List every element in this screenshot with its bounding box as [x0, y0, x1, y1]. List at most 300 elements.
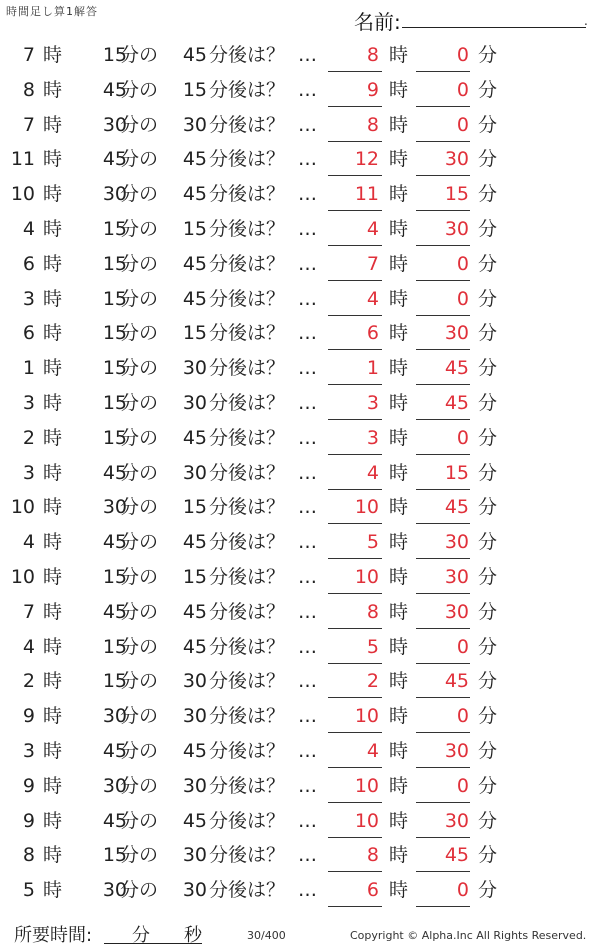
- answer-hour-label: 時: [389, 322, 409, 345]
- answer-hour: 9: [366, 78, 379, 101]
- hour-label: 時: [43, 357, 63, 380]
- answer-hour-label: 時: [389, 183, 409, 206]
- problem-row: [0, 736, 600, 771]
- answer-minute-line: [416, 767, 470, 768]
- start-hour: 2: [22, 670, 35, 693]
- start-minute: 15: [102, 566, 127, 588]
- answer-hour-label: 時: [389, 287, 409, 310]
- problem-row: [0, 40, 600, 75]
- added-minutes: 45: [182, 426, 207, 449]
- answer-hour: 12: [354, 148, 379, 171]
- after-label: 分後は？: [209, 392, 286, 414]
- answer-hour: 7: [366, 252, 379, 275]
- answer-hour: 10: [354, 705, 379, 728]
- added-minutes: 30: [182, 774, 207, 797]
- answer-minute-label: 分: [478, 252, 498, 275]
- answer-hour: 4: [366, 287, 379, 310]
- answer-hour: 8: [366, 44, 379, 66]
- added-minutes: 45: [182, 252, 207, 275]
- start-hour: 9: [22, 705, 35, 728]
- after-label: 分後は？: [209, 218, 286, 240]
- seconds-label: 秒: [184, 925, 202, 946]
- after-label: 分後は？: [209, 531, 286, 554]
- hour-label: 時: [43, 322, 63, 345]
- problem-row: [0, 144, 600, 179]
- answer-hour-label: 時: [389, 879, 409, 902]
- answer-hour: 10: [354, 566, 379, 588]
- answer-minute: 30: [444, 322, 469, 345]
- answer-minute-line: [416, 349, 470, 350]
- answer-hour-line: [328, 71, 382, 72]
- problem-row: [0, 527, 600, 562]
- answer-hour: 10: [354, 809, 379, 832]
- time-taken-label: 所要時間:: [14, 925, 93, 946]
- start-hour: 4: [22, 218, 35, 240]
- answer-hour-label: 時: [389, 635, 409, 658]
- start-hour: 4: [22, 531, 35, 554]
- hour-label: 時: [43, 183, 63, 206]
- answer-minute-label: 分: [478, 44, 498, 66]
- answer-hour-line: [328, 210, 382, 211]
- answer-hour: 4: [366, 218, 379, 240]
- start-minute: 45: [102, 809, 127, 832]
- answer-minute-line: [416, 489, 470, 490]
- hour-label: 時: [43, 566, 63, 588]
- answer-hour-label: 時: [389, 113, 409, 136]
- answer-minute-line: [416, 871, 470, 872]
- answer-hour-label: 時: [389, 461, 409, 484]
- added-minutes: 45: [182, 44, 207, 66]
- added-minutes: 15: [182, 322, 207, 345]
- ellipsis: …: [298, 322, 317, 345]
- answer-hour-line: [328, 384, 382, 385]
- answer-hour-line: [328, 141, 382, 142]
- answer-minute-label: 分: [478, 461, 498, 484]
- answer-hour: 4: [366, 740, 379, 762]
- answer-hour-line: [328, 175, 382, 176]
- start-minute: 30: [102, 113, 127, 136]
- answer-hour: 6: [366, 879, 379, 902]
- answer-minute-label: 分: [478, 78, 498, 101]
- answer-hour-label: 時: [389, 740, 409, 762]
- start-minute: 30: [102, 705, 127, 728]
- minute-of-label: 分の: [120, 252, 159, 275]
- answer-minute-label: 分: [478, 496, 498, 519]
- after-label: 分後は？: [209, 670, 286, 693]
- start-minute: 30: [102, 183, 127, 206]
- hour-label: 時: [43, 844, 63, 867]
- problem-row: [0, 840, 600, 875]
- answer-minute-label: 分: [478, 392, 498, 414]
- minute-of-label: 分の: [120, 566, 159, 588]
- added-minutes: 45: [182, 531, 207, 554]
- answer-minute-line: [416, 732, 470, 733]
- answer-minute-line: [416, 141, 470, 142]
- hour-label: 時: [43, 461, 63, 484]
- minute-of-label: 分の: [120, 461, 159, 484]
- answer-hour: 11: [354, 183, 379, 206]
- minute-of-label: 分の: [120, 44, 159, 66]
- minute-of-label: 分の: [120, 322, 159, 345]
- start-minute: 45: [102, 78, 127, 101]
- ellipsis: …: [298, 148, 317, 171]
- answer-hour: 8: [366, 844, 379, 867]
- ellipsis: …: [298, 705, 317, 728]
- answer-hour-label: 時: [389, 426, 409, 449]
- answer-hour-line: [328, 628, 382, 629]
- start-hour: 10: [10, 183, 35, 206]
- start-hour: 7: [22, 44, 35, 66]
- after-label: 分後は？: [209, 879, 286, 902]
- after-label: 分後は？: [209, 809, 286, 832]
- added-minutes: 30: [182, 392, 207, 414]
- start-minute: 45: [102, 148, 127, 171]
- answer-minute-label: 分: [478, 600, 498, 623]
- answer-minute-label: 分: [478, 705, 498, 728]
- answer-minute-line: [416, 906, 470, 907]
- ellipsis: …: [298, 496, 317, 519]
- after-label: 分後は？: [209, 705, 286, 728]
- minute-of-label: 分の: [120, 426, 159, 449]
- answer-hour: 8: [366, 113, 379, 136]
- answer-minute-line: [416, 663, 470, 664]
- ellipsis: …: [298, 113, 317, 136]
- answer-minute: 30: [444, 600, 469, 623]
- answer-minute-label: 分: [478, 148, 498, 171]
- answer-minute-line: [416, 593, 470, 594]
- start-hour: 2: [22, 426, 35, 449]
- problem-row: [0, 597, 600, 632]
- hour-label: 時: [43, 879, 63, 902]
- hour-label: 時: [43, 600, 63, 623]
- answer-hour-label: 時: [389, 844, 409, 867]
- start-minute: 15: [102, 635, 127, 658]
- after-label: 分後は？: [209, 461, 286, 484]
- start-minute: 15: [102, 322, 127, 345]
- minute-of-label: 分の: [120, 287, 159, 310]
- answer-minute: 45: [444, 670, 469, 693]
- ellipsis: …: [298, 183, 317, 206]
- answer-minute: 30: [444, 148, 469, 171]
- answer-minute: 0: [456, 287, 469, 310]
- answer-minute: 30: [444, 809, 469, 832]
- answer-minute: 30: [444, 740, 469, 762]
- ellipsis: …: [298, 44, 317, 66]
- answer-hour-line: [328, 767, 382, 768]
- hour-label: 時: [43, 740, 63, 762]
- added-minutes: 30: [182, 879, 207, 902]
- answer-minute: 0: [456, 78, 469, 101]
- hour-label: 時: [43, 78, 63, 101]
- answer-hour-label: 時: [389, 78, 409, 101]
- minute-of-label: 分の: [120, 705, 159, 728]
- answer-hour-label: 時: [389, 566, 409, 588]
- answer-hour: 1: [366, 357, 379, 380]
- answer-hour-line: [328, 523, 382, 524]
- answer-hour-label: 時: [389, 218, 409, 240]
- after-label: 分後は？: [209, 357, 286, 380]
- minute-of-label: 分の: [120, 496, 159, 519]
- answer-hour-line: [328, 558, 382, 559]
- start-hour: 6: [22, 322, 35, 345]
- ellipsis: …: [298, 461, 317, 484]
- answer-minute-label: 分: [478, 879, 498, 902]
- after-label: 分後は？: [209, 844, 286, 867]
- answer-minute-label: 分: [478, 357, 498, 380]
- answer-hour-line: [328, 315, 382, 316]
- after-label: 分後は？: [209, 635, 286, 658]
- problem-row: [0, 771, 600, 806]
- minute-of-label: 分の: [120, 148, 159, 171]
- answer-hour: 3: [366, 392, 379, 414]
- answer-hour: 10: [354, 774, 379, 797]
- hour-label: 時: [43, 496, 63, 519]
- answer-hour: 8: [366, 600, 379, 623]
- start-hour: 5: [22, 879, 35, 902]
- answer-hour: 5: [366, 635, 379, 658]
- problem-row: [0, 562, 600, 597]
- ellipsis: …: [298, 844, 317, 867]
- hour-label: 時: [43, 531, 63, 554]
- answer-hour-label: 時: [389, 357, 409, 380]
- added-minutes: 30: [182, 670, 207, 693]
- minute-of-label: 分の: [120, 113, 159, 136]
- added-minutes: 45: [182, 148, 207, 171]
- start-hour: 3: [22, 461, 35, 484]
- start-hour: 10: [10, 496, 35, 519]
- minute-of-label: 分の: [120, 844, 159, 867]
- ellipsis: …: [298, 774, 317, 797]
- answer-hour-line: [328, 697, 382, 698]
- answer-minute-label: 分: [478, 774, 498, 797]
- minute-of-label: 分の: [120, 774, 159, 797]
- ellipsis: …: [298, 635, 317, 658]
- start-minute: 15: [102, 844, 127, 867]
- problem-row: [0, 875, 600, 910]
- answer-minute: 30: [444, 218, 469, 240]
- problem-row: [0, 701, 600, 736]
- minute-of-label: 分の: [120, 531, 159, 554]
- answer-hour-line: [328, 454, 382, 455]
- added-minutes: 45: [182, 635, 207, 658]
- answer-minute-line: [416, 384, 470, 385]
- answer-minute-label: 分: [478, 218, 498, 240]
- ellipsis: …: [298, 740, 317, 762]
- hour-label: 時: [43, 113, 63, 136]
- minute-of-label: 分の: [120, 809, 159, 832]
- start-minute: 45: [102, 600, 127, 623]
- hour-label: 時: [43, 426, 63, 449]
- problem-row: [0, 388, 600, 423]
- answer-minute-line: [416, 454, 470, 455]
- minutes-label: 分: [132, 925, 150, 946]
- answer-minute-label: 分: [478, 531, 498, 554]
- ellipsis: …: [298, 426, 317, 449]
- after-label: 分後は？: [209, 496, 286, 519]
- answer-hour-line: [328, 489, 382, 490]
- start-hour: 3: [22, 392, 35, 414]
- minute-of-label: 分の: [120, 183, 159, 206]
- start-hour: 9: [22, 809, 35, 832]
- answer-hour-line: [328, 245, 382, 246]
- minute-of-label: 分の: [120, 78, 159, 101]
- after-label: 分後は？: [209, 148, 286, 171]
- problem-row: [0, 632, 600, 667]
- minute-of-label: 分の: [120, 392, 159, 414]
- hour-label: 時: [43, 809, 63, 832]
- answer-minute: 0: [456, 426, 469, 449]
- answer-hour: 6: [366, 322, 379, 345]
- ellipsis: …: [298, 566, 317, 588]
- answer-hour-label: 時: [389, 496, 409, 519]
- answer-hour-label: 時: [389, 44, 409, 66]
- answer-hour-label: 時: [389, 531, 409, 554]
- answer-hour-line: [328, 593, 382, 594]
- answer-minute-line: [416, 210, 470, 211]
- answer-hour-label: 時: [389, 809, 409, 832]
- added-minutes: 30: [182, 461, 207, 484]
- answer-minute: 0: [456, 252, 469, 275]
- ellipsis: …: [298, 670, 317, 693]
- hour-label: 時: [43, 252, 63, 275]
- worksheet-title: 時間足し算1解答: [6, 5, 98, 18]
- problem-row: [0, 179, 600, 214]
- answer-minute: 30: [444, 566, 469, 588]
- added-minutes: 15: [182, 78, 207, 101]
- hour-label: 時: [43, 392, 63, 414]
- page-number: 30/400: [247, 929, 286, 942]
- answer-minute: 15: [444, 183, 469, 206]
- problem-row: [0, 353, 600, 388]
- start-minute: 15: [102, 287, 127, 310]
- answer-hour: 3: [366, 426, 379, 449]
- problem-row: [0, 492, 600, 527]
- start-hour: 7: [22, 113, 35, 136]
- problem-row: [0, 423, 600, 458]
- start-hour: 6: [22, 252, 35, 275]
- answer-minute: 45: [444, 357, 469, 380]
- start-minute: 15: [102, 252, 127, 275]
- answer-minute-line: [416, 71, 470, 72]
- after-label: 分後は？: [209, 252, 286, 275]
- answer-minute: 0: [456, 113, 469, 136]
- hour-label: 時: [43, 287, 63, 310]
- answer-hour-label: 時: [389, 774, 409, 797]
- hour-label: 時: [43, 218, 63, 240]
- answer-minute: 45: [444, 496, 469, 519]
- hour-label: 時: [43, 148, 63, 171]
- answer-hour-line: [328, 837, 382, 838]
- answer-hour-line: [328, 280, 382, 281]
- ellipsis: …: [298, 78, 317, 101]
- problem-row: [0, 318, 600, 353]
- ellipsis: …: [298, 252, 317, 275]
- ellipsis: …: [298, 392, 317, 414]
- answer-minute-label: 分: [478, 287, 498, 310]
- minute-of-label: 分の: [120, 600, 159, 623]
- answer-minute: 0: [456, 879, 469, 902]
- copyright: Copyright © Alpha.Inc All Rights Reserved.: [350, 929, 587, 942]
- minute-of-label: 分の: [120, 670, 159, 693]
- answer-hour: 10: [354, 496, 379, 519]
- start-hour: 7: [22, 600, 35, 623]
- start-minute: 15: [102, 426, 127, 449]
- answer-minute-label: 分: [478, 635, 498, 658]
- added-minutes: 45: [182, 740, 207, 762]
- answer-minute-label: 分: [478, 426, 498, 449]
- added-minutes: 30: [182, 113, 207, 136]
- added-minutes: 45: [182, 600, 207, 623]
- start-minute: 15: [102, 392, 127, 414]
- problem-row: [0, 249, 600, 284]
- answer-minute-line: [416, 523, 470, 524]
- start-minute: 15: [102, 218, 127, 240]
- name-label: 名前:: [354, 10, 401, 34]
- after-label: 分後は？: [209, 113, 286, 136]
- start-minute: 15: [102, 670, 127, 693]
- added-minutes: 15: [182, 218, 207, 240]
- answer-minute-label: 分: [478, 322, 498, 345]
- answer-minute: 0: [456, 774, 469, 797]
- ellipsis: …: [298, 218, 317, 240]
- answer-hour: 2: [366, 670, 379, 693]
- after-label: 分後は？: [209, 774, 286, 797]
- answer-hour-line: [328, 871, 382, 872]
- hour-label: 時: [43, 774, 63, 797]
- answer-minute-line: [416, 315, 470, 316]
- answer-hour-line: [328, 419, 382, 420]
- answer-hour-label: 時: [389, 705, 409, 728]
- start-hour: 4: [22, 635, 35, 658]
- added-minutes: 30: [182, 705, 207, 728]
- after-label: 分後は？: [209, 183, 286, 206]
- start-hour: 11: [10, 148, 35, 171]
- minute-of-label: 分の: [120, 740, 159, 762]
- ellipsis: …: [298, 357, 317, 380]
- answer-minute-line: [416, 802, 470, 803]
- answer-hour-line: [328, 663, 382, 664]
- start-minute: 30: [102, 496, 127, 519]
- start-hour: 3: [22, 740, 35, 762]
- start-minute: 45: [102, 740, 127, 762]
- after-label: 分後は？: [209, 566, 286, 588]
- after-label: 分後は？: [209, 426, 286, 449]
- answer-minute: 45: [444, 392, 469, 414]
- answer-minute-label: 分: [478, 113, 498, 136]
- answer-hour: 5: [366, 531, 379, 554]
- hour-label: 時: [43, 635, 63, 658]
- start-minute: 30: [102, 879, 127, 902]
- start-hour: 8: [22, 844, 35, 867]
- minute-of-label: 分の: [120, 635, 159, 658]
- answer-hour-label: 時: [389, 600, 409, 623]
- answer-minute-label: 分: [478, 740, 498, 762]
- answer-minute-line: [416, 697, 470, 698]
- name-end-mark: .: [584, 14, 588, 28]
- added-minutes: 30: [182, 357, 207, 380]
- minute-of-label: 分の: [120, 357, 159, 380]
- answer-minute: 0: [456, 705, 469, 728]
- after-label: 分後は？: [209, 287, 286, 310]
- answer-minute-label: 分: [478, 844, 498, 867]
- answer-minute-label: 分: [478, 670, 498, 693]
- answer-minute-line: [416, 837, 470, 838]
- after-label: 分後は？: [209, 600, 286, 623]
- answer-minute: 0: [456, 44, 469, 66]
- start-minute: 15: [102, 44, 127, 66]
- minute-of-label: 分の: [120, 879, 159, 902]
- answer-hour-line: [328, 106, 382, 107]
